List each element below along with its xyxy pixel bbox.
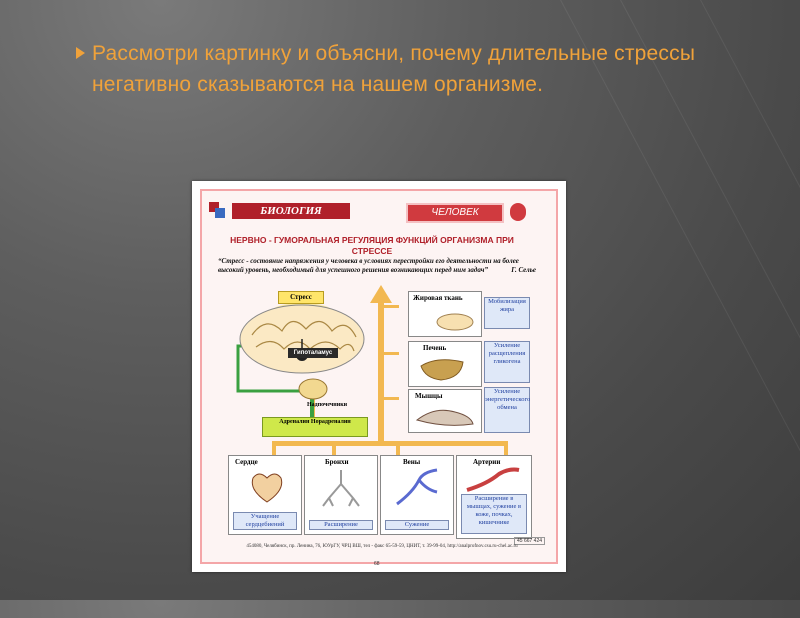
poster-code: 45 667 424 [514,537,545,545]
organ-effect: Усиление расщепления гликогена [484,341,530,383]
adrenal-gland-icon [296,377,330,401]
organ-name: Артерии [473,458,501,466]
organ-effect: Мобилизация жира [484,297,530,329]
hypothalamus-label: Гипоталамус [288,348,338,358]
organ-name: Вены [403,458,421,466]
organ-name: Сердце [235,458,258,466]
quote-text: “Стресс - состояние напряжения у человека в условиях перестройки его деятельности на более высокий уровень, необходимый для успешного решения возникающих перед ним задач” [218,257,519,274]
bronchi-icon [319,468,363,508]
veins-panel [380,455,454,535]
organ-effect: Сужение [385,520,449,530]
poster-footer: 454080, Челябинск, пр. Ленина, 76, ЮУрГУ, ЧРЦ ВШ, тел - факс 65-59-59, ЦНИТ, т. 39-99-04, http://analprofnov.csu.ru-chel.ac.ru [246,544,518,549]
poster-title: НЕРВНО - ГУМОРАЛЬНАЯ РЕГУЛЯЦИЯ ФУНКЦИЙ ОРГАНИЗМА ПРИ СТРЕССЕ [230,235,514,256]
adrenal-glands-label: Надпочечники [307,402,348,408]
organ-effect: Учащение сердцебиений [233,512,297,530]
slide-title: Рассмотри картинку и объясни, почему длительные стрессы негативно сказываются на нашем организме. [92,42,696,96]
poster-page-number: 68 [374,561,380,567]
poster-topic-label: ЧЕЛОВЕК [406,203,504,223]
poster-subject-label: БИОЛОГИЯ [232,203,350,219]
bronchi-panel [304,455,378,535]
muscles-panel [408,389,482,433]
organ-effect: Расширение в мышцах, сужение в коже, почках, кишечнике [461,494,527,534]
fat-tissue-panel [408,291,482,337]
organ-effect: Усиление энергетического обмена [484,387,530,433]
hormones-label: Адреналин Норадреналин [262,417,368,437]
organ-name: Мышцы [415,392,443,400]
heart-panel [228,455,302,535]
liver-panel [408,341,482,387]
liver-icon [417,356,467,382]
title-bullet-icon [76,47,85,59]
organ-name: Жировая ткань [413,294,463,302]
fat-tissue-icon [435,312,475,332]
arteries-panel [456,455,532,539]
organ-name: Бронхи [325,458,349,466]
organ-effect: Расширение [309,520,373,530]
brain-icon [236,295,368,379]
artery-icon [463,466,523,494]
heart-icon [247,468,287,504]
muscle-icon [415,404,475,428]
veins-icon [393,468,441,508]
organ-name: Печень [423,344,447,352]
biology-poster-image [192,181,566,572]
quote-author: Г. Селье [511,266,536,274]
stress-label: Стресс [278,291,324,304]
